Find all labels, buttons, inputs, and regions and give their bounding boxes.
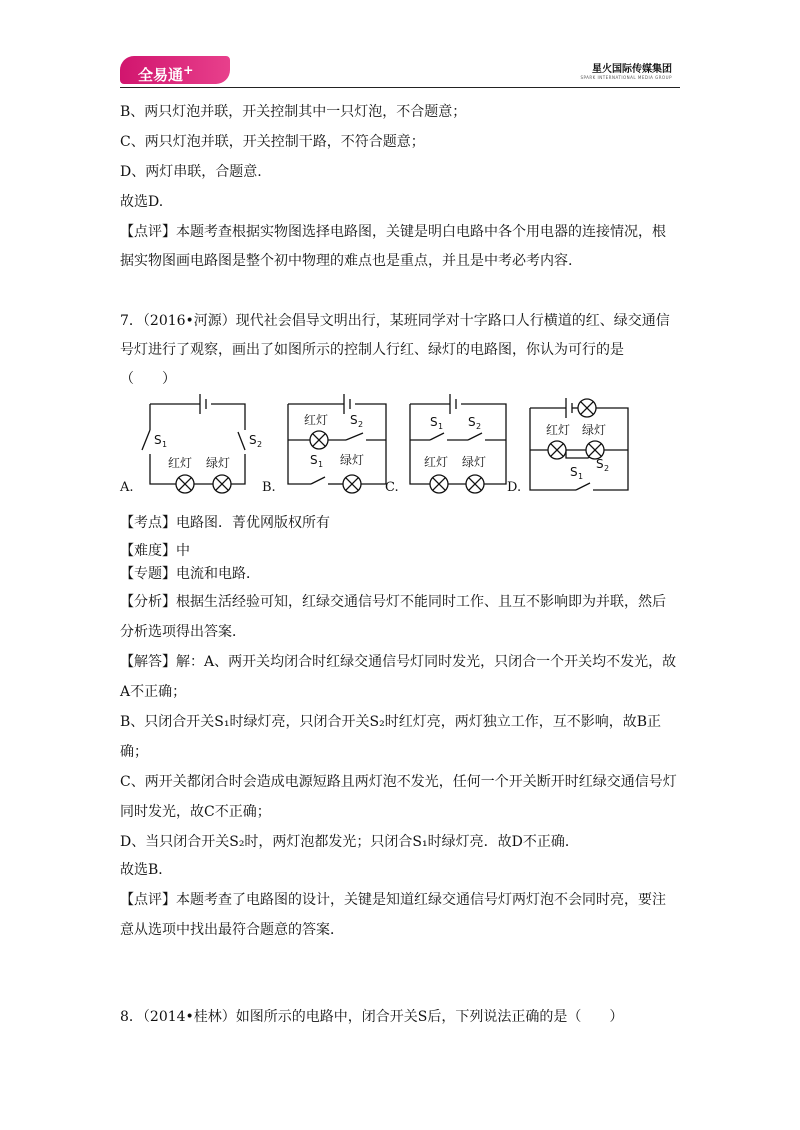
- topic-line: 【考点】电路图．菁优网版权所有: [120, 515, 330, 531]
- comment-line: 据实物图画电路图是整个初中物理的难点也是重点，并且是中考必考内容.: [120, 253, 573, 269]
- switch-label: S: [570, 465, 578, 479]
- question-7-line: 号灯进行了观察，画出了如图所示的控制人行红、绿灯的电路图，你认为可行的是: [120, 342, 624, 358]
- question-7-line: 7．（2016•河源）现代社会倡导文明出行，某班同学对十字路口人行横道的红、绿交通信: [120, 313, 670, 329]
- answer-line: B、只闭合开关S₁时绿灯亮，只闭合开关S₂时红灯亮，两灯独立工作，互不影响，故B正: [120, 714, 661, 730]
- switch-label: S: [430, 415, 438, 429]
- option-c-label: C.: [385, 480, 399, 495]
- comment-line: 【点评】本题考查根据实物图选择电路图，关键是明白电路中各个用电器的连接情况，根: [120, 224, 666, 240]
- answer-line: 故选B．: [120, 862, 173, 878]
- circuit-options: [118, 392, 638, 506]
- switch-label: S: [310, 453, 318, 467]
- circuit-diagrams: [118, 392, 638, 502]
- comment-line: 意从选项中找出最符合题意的答案．: [120, 922, 344, 938]
- question-8-line: 8．（2014•桂林）如图所示的电路中，闭合开关S后，下列说法正确的是（ ）: [120, 1009, 624, 1025]
- answer-line: 同时发光，故C不正确；: [120, 804, 271, 820]
- logo-plus: +: [183, 62, 194, 77]
- option-d-label: D.: [507, 480, 522, 495]
- switch-subscript: 2: [476, 422, 482, 431]
- switch-label: S: [596, 457, 604, 471]
- logo-text: 全易通: [138, 66, 184, 84]
- green-lamp-label: 绿灯: [206, 456, 231, 470]
- red-lamp-label: 红灯: [424, 455, 449, 469]
- switch-subscript: 1: [578, 472, 584, 481]
- answer-line: D、当只闭合开关S₂时，两灯泡都发光；只闭合S₁时绿灯亮．故D不正确．: [120, 834, 579, 850]
- answer-line: C、两开关都闭合时会造成电源短路且两灯泡不发光，任何一个开关断开时红绿交通信号灯: [120, 774, 677, 790]
- header-divider: [120, 87, 680, 88]
- red-lamp-label: 红灯: [168, 456, 193, 470]
- green-lamp-label: 绿灯: [340, 453, 365, 467]
- answer-line: 确；: [120, 744, 148, 760]
- red-lamp-label: 红灯: [546, 423, 571, 437]
- analysis-line: 【分析】根据生活经验可知，红绿交通信号灯不能同时工作、且互不影响即为并联，然后: [120, 594, 666, 610]
- category-line: 【专题】电流和电路．: [120, 566, 260, 582]
- text-line: D、两灯串联，合题意.: [120, 164, 262, 180]
- text-line: 故选D.: [120, 194, 164, 210]
- company-name: 星火国际传媒集团: [592, 64, 672, 75]
- red-lamp-label: 红灯: [304, 413, 329, 427]
- switch-label: S: [468, 415, 476, 429]
- switch-label: S: [154, 433, 162, 447]
- analysis-line: 分析选项得出答案．: [120, 624, 246, 640]
- switch-subscript: 2: [604, 464, 610, 473]
- switch-subscript: 1: [162, 440, 168, 449]
- switch-subscript: 1: [438, 422, 444, 431]
- difficulty-line: 【难度】中: [120, 543, 190, 559]
- switch-subscript: 2: [358, 420, 364, 429]
- switch-subscript: 2: [257, 440, 263, 449]
- comment-line: 【点评】本题考查了电路图的设计，关键是知道红绿交通信号灯两灯泡不会同时亮，要注: [120, 892, 666, 908]
- text-line: C、两只灯泡并联，开关控制干路，不符合题意；: [120, 134, 425, 150]
- answer-line: 【解答】解：A、两开关均闭合时红绿交通信号灯同时发光，只闭合一个开关均不发光，故: [120, 654, 677, 670]
- brand-logo: [120, 56, 230, 84]
- answer-line: A不正确；: [120, 684, 187, 700]
- switch-label: S: [350, 413, 358, 427]
- company-name-en: SPARK INTERNATIONAL MEDIA GROUP: [580, 75, 672, 80]
- circuit-c: [410, 394, 506, 484]
- option-b-label: B.: [262, 480, 276, 495]
- option-a-label: A.: [120, 480, 134, 495]
- company-header: [580, 60, 672, 80]
- green-lamp-label: 绿灯: [582, 423, 607, 437]
- question-7-line: （ ）: [120, 371, 176, 387]
- circuit-b: [288, 394, 386, 484]
- switch-label: S: [249, 433, 257, 447]
- text-line: B、两只灯泡并联，开关控制其中一只灯泡，不合题意；: [120, 104, 467, 120]
- green-lamp-label: 绿灯: [462, 455, 487, 469]
- switch-subscript: 1: [318, 460, 324, 469]
